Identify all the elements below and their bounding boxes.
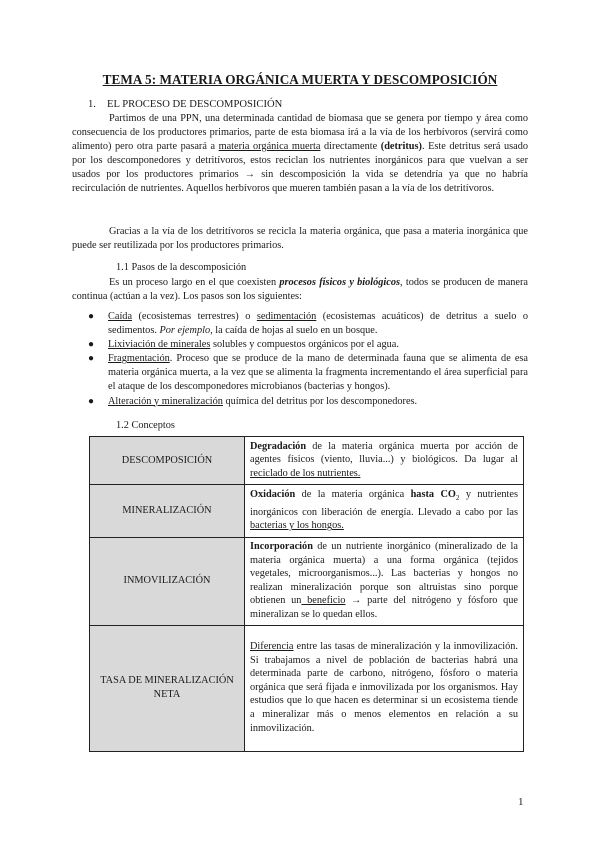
table-row: [90, 437, 524, 485]
concept-definition: [245, 437, 524, 485]
italic-text: Por ejemplo,: [159, 325, 213, 337]
page-number: 1: [518, 796, 524, 808]
subscript: 2: [455, 494, 460, 503]
arrow-symbol: →: [345, 595, 368, 607]
paragraph-intro: [72, 112, 528, 197]
subsection-1-2-title: 1.2 Conceptos: [116, 420, 175, 431]
text: química del detritus por los descomponedores.: [222, 395, 418, 407]
text: de la materia orgánica: [295, 489, 411, 501]
bold-term: hasta CO: [410, 489, 456, 501]
underlined-term: Fragmentación: [108, 353, 170, 365]
concept-definition: [245, 485, 524, 538]
bold-term: (detritus): [380, 141, 422, 153]
list-item-lixiviacion: [72, 338, 528, 352]
text: y nutrientes inorgánicos con liberación de energía. Llevado a cabo por las: [250, 489, 518, 518]
concept-definition: [245, 538, 524, 626]
underlined-term: Caída: [108, 311, 133, 322]
underlined-term: beneficio: [301, 595, 346, 607]
underlined-term: Diferencia: [250, 640, 294, 652]
underlined-term: sedimentación: [256, 311, 317, 322]
table-row: [90, 485, 524, 538]
underlined-term: materia orgánica muerta: [218, 141, 321, 153]
list-item-caida: [72, 310, 528, 338]
page-title: TEMA 5: MATERIA ORGÁNICA MUERTA Y DESCOMPOSICIÓN: [102, 72, 498, 87]
bold-term: Degradación: [250, 440, 307, 452]
text: sin descomposición la vida se detendría ya que no habría recirculación de nutrientes. Aquellos herbívoros que mueren también pasan a la vía de los detritívoros.: [72, 169, 528, 195]
bold-term: procesos físicos y biológicos: [279, 277, 401, 288]
table-row: [90, 625, 524, 751]
arrow-symbol: →: [244, 169, 256, 181]
concept-term: TASA DE MINERALIZACIÓN NETA: [90, 625, 245, 751]
text: entre las tasas de mineralización y la inmovilización. Si trabajamos a nivel de población de bacterias habrá una determinada parte de carbono, nitrógeno, fósforo o materia orgánica que será fijada e inmovilizada por los organismos. Hay estudios que lo que hacen es determinar si un ecosistema tiende a mineralizar más o menos elementos en relación a su inmovilización.: [250, 640, 518, 734]
text: de un nutriente inorgánico (mineralizado de la materia orgánica muerta) a una forma orgánica (tejidos vegetales, microorganismos...). Las bacterias y hongos no realizan mineralización porque son altruistas sino porque obtienen un: [250, 541, 518, 607]
concept-definition: [245, 625, 524, 751]
text: de la materia orgánica muerta por acción de agentes físicos (viento, lluvia...) y biológicos. Da lugar al: [250, 440, 518, 466]
text: la caída de hojas al suelo en un bosque.: [212, 325, 378, 337]
text: , todos se producen de manera continua (actúan a la vez). Los pasos son los siguientes:: [72, 277, 528, 303]
text: . Proceso que se produce de la mano de determinada fauna que se alimenta de esa materia orgánica muerta, a la vez que se alimenta la fragmenta incrementando el área superficial para el ataque de los descomponedores microbianos (bacterias y hongos).: [108, 353, 528, 393]
bullet-icon: ●: [88, 311, 95, 322]
section-title: EL PROCESO DE DESCOMPOSICIÓN: [107, 99, 283, 110]
text: Es un proceso largo en el que coexisten: [109, 277, 280, 288]
underlined-term: reciclado de los nutrientes.: [250, 467, 361, 479]
bold-term: Oxidación: [250, 489, 296, 501]
steps-list: [72, 310, 528, 409]
concept-term: INMOVILIZACIÓN: [90, 538, 245, 626]
underlined-term: Lixiviación de minerales: [108, 339, 211, 351]
section-heading: [88, 99, 282, 110]
text: parte del nitrógeno y fósforo que mineralizan se lo quedan ellos.: [250, 595, 519, 620]
text: directamente: [320, 141, 381, 153]
text: Partimos de una PPN, una determinada cantidad de biomasa que se genera por tiempo y área como consecuencia de los productores primarios, parte de esta biomasa irá a la vía de los herbívoros (servirá como alimento) pero otra parte pasará a: [72, 113, 528, 153]
section-number: 1.: [88, 99, 96, 110]
text: (ecosistemas acuáticos) de detritus a suelo o sedimentos.: [108, 311, 528, 337]
concepts-table: [89, 436, 524, 752]
concept-term: DESCOMPOSICIÓN: [90, 437, 245, 485]
table-row: [90, 538, 524, 626]
bullet-icon: ●: [88, 339, 95, 351]
list-item-fragmentacion: [72, 352, 528, 394]
underlined-term: Alteración y mineralización: [108, 395, 223, 407]
text: solubles y compuestos orgánicos por el agua.: [210, 339, 399, 351]
subsection-1-1-title: 1.1 Pasos de la descomposición: [116, 262, 247, 273]
list-item-alteracion: [72, 395, 528, 409]
bullet-icon: ●: [88, 395, 95, 407]
bold-term: Incorporación: [250, 541, 313, 552]
bullet-icon: ●: [88, 353, 95, 365]
text: (ecosistemas terrestres) o: [132, 311, 257, 322]
paragraph-detritivores: Gracias a la vía de los detritívoros se recicla la materia orgánica, que pasa a materia inorgánica que puede ser reutilizada por los productores primarios.: [72, 226, 528, 252]
paragraph-process: [72, 276, 528, 304]
concept-term: MINERALIZACIÓN: [90, 485, 245, 538]
text: . Este detritus será usado por los descomponedores y detritívoros, estos reciclan los nutrientes inorgánicos para que vuelvan a ser usados por los productores primarios: [72, 141, 528, 181]
underlined-term: bacterias y los hongos.: [250, 520, 344, 532]
